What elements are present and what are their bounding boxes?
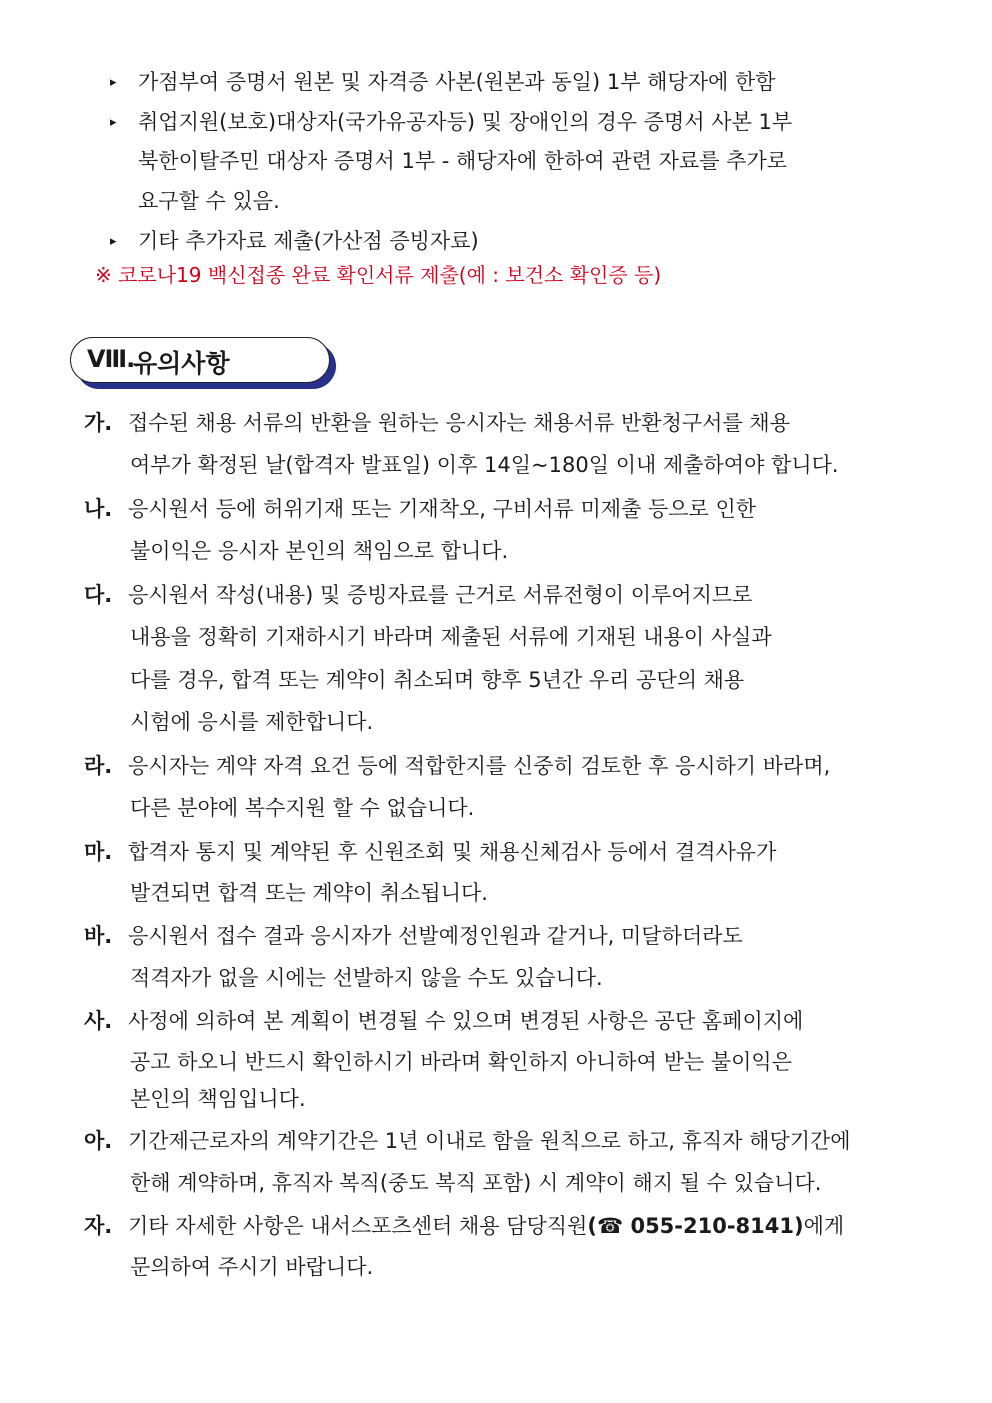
item-text-suffix: 에게 <box>803 1214 845 1238</box>
item-label: 사. <box>84 1009 113 1033</box>
item-text-prefix: 기타 자세한 사항은 내서스포츠센터 채용 담당직원 <box>128 1214 588 1238</box>
item-label: 바. <box>84 924 113 948</box>
item-text: 다른 분야에 복수지원 할 수 없습니다. <box>130 796 475 820</box>
item-text <box>128 1205 844 1247</box>
item-label: 다. <box>84 583 113 607</box>
section-number: Ⅷ. <box>87 345 135 373</box>
item-text: 응시원서 작성(내용) 및 증빙자료를 근거로 서류전형이 이루어지므로 <box>128 583 753 607</box>
triangle-bullet-icon: ▸ <box>110 75 117 90</box>
item-text: 접수된 채용 서류의 반환을 원하는 응시자는 채용서류 반환청구서를 채용 <box>128 411 790 435</box>
item-text: 응시원서 접수 결과 응시자가 선발예정인원과 같거나, 미달하더라도 <box>128 924 743 948</box>
item-label: 자. <box>84 1214 113 1238</box>
item-text: 내용을 정확히 기재하시기 바라며 제출된 서류에 기재된 내용이 사실과 <box>130 625 772 649</box>
bullet-text: 취업지원(보호)대상자(국가유공자등) 및 장애인의 경우 증명서 사본 1부 <box>138 110 793 134</box>
bullet-text: 기타 추가자료 제출(가산점 증빙자료) <box>138 229 479 253</box>
item-text: 본인의 책임입니다. <box>130 1087 306 1111</box>
item-text: 공고 하오니 반드시 확인하시기 바라며 확인하지 아니하여 받는 불이익은 <box>130 1050 792 1074</box>
item-text: 응시자는 계약 자격 요건 등에 적합한지를 신중히 검토한 후 응시하기 바라며, <box>128 754 831 778</box>
item-text: 사정에 의하여 본 계획이 변경될 수 있으며 변경된 사항은 공단 홈페이지에 <box>128 1009 804 1033</box>
item-text: 문의하여 주시기 바랍니다. <box>130 1255 374 1279</box>
item-label: 라. <box>84 754 113 778</box>
triangle-bullet-icon: ▸ <box>110 115 117 130</box>
item-label: 아. <box>84 1129 113 1153</box>
item-label: 마. <box>84 840 113 864</box>
item-text: 기간제근로자의 계약기간은 1년 이내로 함을 원칙으로 하고, 휴직자 해당기간에 <box>128 1129 851 1153</box>
item-text: 여부가 확정된 날(합격자 발표일) 이후 14일~180일 이내 제출하여야 합니다. <box>130 453 839 477</box>
item-label: 나. <box>84 497 113 521</box>
item-text: 시험에 응시를 제한합니다. <box>130 710 374 734</box>
item-text: 응시원서 등에 허위기재 또는 기재착오, 구비서류 미제출 등으로 인한 <box>128 497 757 521</box>
triangle-bullet-icon: ▸ <box>110 234 117 249</box>
section-title: 유의사항 <box>133 349 230 378</box>
phone-number: (☎ 055-210-8141) <box>587 1214 804 1238</box>
bullet-text-continued: 북한이탈주민 대상자 증명서 1부 - 해당자에 한하여 관련 자료를 추가로 <box>138 149 788 173</box>
item-text: 불이익은 응시자 본인의 책임으로 합니다. <box>130 539 509 563</box>
bullet-text-continued: 요구할 수 있음. <box>138 189 280 213</box>
item-text: 적격자가 없을 시에는 선발하지 않을 수도 있습니다. <box>130 966 603 990</box>
item-text: 합격자 통지 및 계약된 후 신원조회 및 채용신체검사 등에서 결격사유가 <box>128 840 777 864</box>
item-text: 한해 계약하며, 휴직자 복직(중도 복직 포함) 시 계약이 해지 될 수 있습니다. <box>130 1171 822 1195</box>
item-text: 다를 경우, 합격 또는 계약이 취소되며 향후 5년간 우리 공단의 채용 <box>130 668 745 692</box>
bullet-text: 가점부여 증명서 원본 및 자격증 사본(원본과 동일) 1부 해당자에 한함 <box>138 70 776 94</box>
item-text: 발견되면 합격 또는 계약이 취소됩니다. <box>130 881 488 905</box>
covid-vaccine-note: ※ 코로나19 백신접종 완료 확인서류 제출(예 : 보건소 확인증 등) <box>95 263 662 287</box>
section-header <box>70 337 330 383</box>
item-label: 가. <box>84 411 113 435</box>
